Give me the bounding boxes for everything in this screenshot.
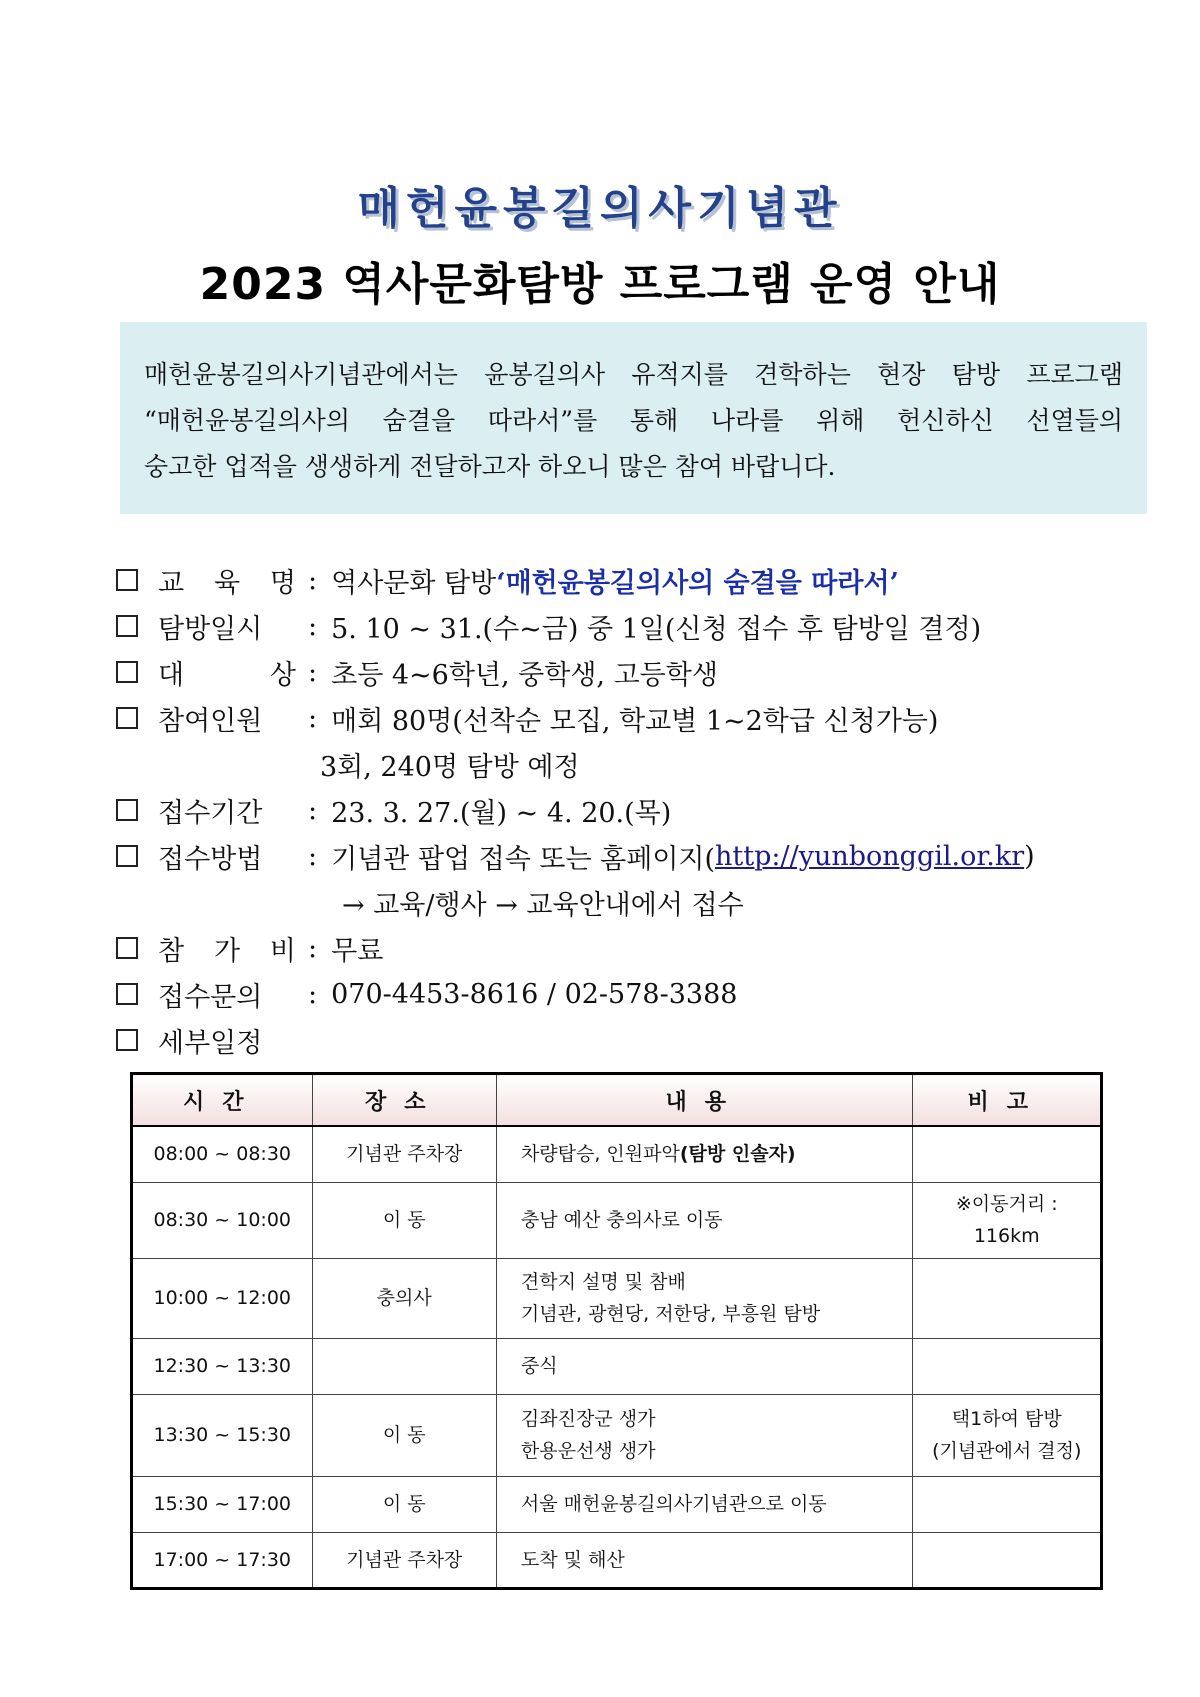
item-fee: 참 가 비 : 무료 xyxy=(116,925,1116,971)
checkbox-icon xyxy=(116,1029,138,1051)
item-label: 접수문의 xyxy=(158,981,263,1013)
item-schedule xyxy=(116,1017,1116,1063)
item-value: 070-4453-8616 / 02-578-3388 xyxy=(331,978,738,1010)
intro-line-3: 숭고한 업적을 생생하게 전달하고자 하오니 많은 참여 바랍니다. xyxy=(144,452,836,481)
col-header-note: 비고 xyxy=(913,1074,1102,1127)
item-label: 대 상 xyxy=(158,659,296,691)
page-title-org: 매헌윤봉길의사기념관 xyxy=(357,183,843,234)
item-value: 23. 3. 27.(월) ~ 4. 20.(목) xyxy=(331,797,672,829)
checkbox-icon xyxy=(116,661,138,683)
item-label: 참여인원 xyxy=(158,705,263,737)
info-list xyxy=(116,557,1116,1063)
item-value: 초등 4~6학년, 중학생, 고등학생 xyxy=(331,659,718,691)
table-row: 08:30 ~ 10:00 이 동 충남 예산 충의사로 이동 ※이동거리 : 116km xyxy=(132,1182,1102,1258)
checkbox-icon xyxy=(116,845,138,867)
checkbox-icon xyxy=(116,569,138,591)
page-title: 2023 역사문화탐방 프로그램 운영 안내 xyxy=(199,259,1001,310)
intro-line-2: “매헌윤봉길의사의 숨결을 따라서”를 통해 나라를 위해 헌신하신 선열들의 xyxy=(144,406,1123,435)
item-participants-cont: 3회, 240명 탐방 예정 xyxy=(320,751,580,783)
table-row: 12:30 ~ 13:30 중식 xyxy=(132,1338,1102,1394)
table-row: 15:30 ~ 17:00 이 동 서울 매헌윤봉길의사기념관으로 이동 xyxy=(132,1476,1102,1532)
checkbox-icon xyxy=(116,983,138,1005)
checkbox-icon xyxy=(116,937,138,959)
item-value: 무료 xyxy=(331,935,384,967)
col-header-content: 내용 xyxy=(496,1074,913,1127)
col-header-place: 장소 xyxy=(312,1074,496,1127)
homepage-link[interactable]: http://yunbonggil.or.kr xyxy=(715,840,1025,872)
item-label: 접수방법 xyxy=(158,843,263,875)
table-row: 08:00 ~ 08:30 기념관 주차장 차량탑승, 인원파악(탐방 인솔자) xyxy=(132,1126,1102,1182)
item-value: 매회 80명(선착순 모집, 학교별 1~2학급 신청가능) xyxy=(331,705,939,737)
checkbox-icon xyxy=(116,799,138,821)
item-label: 세부일정 xyxy=(158,1027,263,1059)
item-label: 접수기간 xyxy=(158,797,263,829)
table-header-row xyxy=(132,1074,1102,1127)
item-program: 교 육 명 : 역사문화 탐방 ‘매헌윤봉길의사의 숨결을 따라서’ xyxy=(116,557,1116,603)
schedule-table xyxy=(130,1072,1103,1590)
item-value: 역사문화 탐방 xyxy=(331,567,497,599)
item-label: 교 육 명 xyxy=(158,567,296,599)
intro-line-1: 매헌윤봉길의사기념관에서는 윤봉길의사 유적지를 견학하는 현장 탐방 프로그램 xyxy=(144,360,1123,389)
col-header-time: 시간 xyxy=(132,1074,313,1127)
item-target: 대 상 : 초등 4~6학년, 중학생, 고등학생 xyxy=(116,649,1116,695)
item-value: 5. 10 ~ 31.(수~금) 중 1일(신청 접수 후 탐방일 결정) xyxy=(331,613,982,645)
item-label: 탐방일시 xyxy=(158,613,263,645)
item-period: 접수기간 : 23. 3. 27.(월) ~ 4. 20.(목) xyxy=(116,787,1116,833)
item-method-cont: → 교육/행사 → 교육안내에서 접수 xyxy=(342,889,744,921)
table-row: 13:30 ~ 15:30 이 동 김좌진장군 생가 한용운선생 생가 택1하여 탐방 (기념관에서 결정) xyxy=(132,1394,1102,1476)
checkbox-icon xyxy=(116,615,138,637)
item-participants: 참여인원 : 매회 80명(선착순 모집, 학교별 1~2학급 신청가능) xyxy=(116,695,1116,741)
item-contact: 접수문의 : 070-4453-8616 / 02-578-3388 xyxy=(116,971,1116,1017)
program-title: ‘매헌윤봉길의사의 숨결을 따라서’ xyxy=(496,567,899,599)
table-row: 10:00 ~ 12:00 충의사 견학지 설명 및 참배 기념관, 광현당, 저한당, 부흥원 탐방 xyxy=(132,1258,1102,1338)
table-row: 17:00 ~ 17:30 기념관 주차장 도착 및 해산 xyxy=(132,1532,1102,1588)
item-label: 참 가 비 xyxy=(158,935,296,967)
intro-box xyxy=(120,322,1147,514)
item-value: 기념관 팝업 접속 또는 홈페이지( xyxy=(331,843,716,875)
item-method: 접수방법 : 기념관 팝업 접속 또는 홈페이지( http://yunbonggil.or.kr ) xyxy=(116,833,1116,879)
item-date: 탐방일시 : 5. 10 ~ 31.(수~금) 중 1일(신청 접수 후 탐방일 결정) xyxy=(116,603,1116,649)
checkbox-icon xyxy=(116,707,138,729)
